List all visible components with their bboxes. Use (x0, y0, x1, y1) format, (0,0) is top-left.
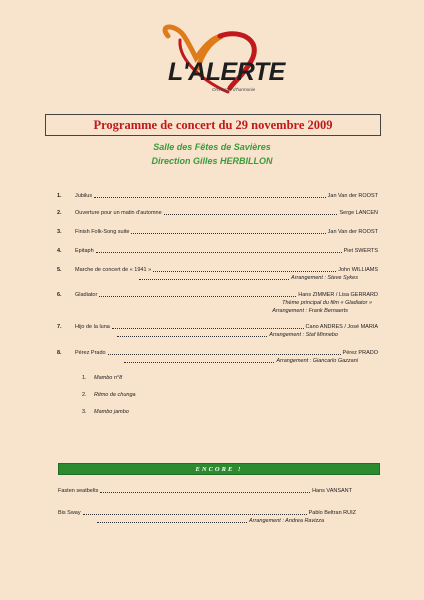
logo-subtitle: Orchestre d'harmonie (212, 87, 256, 92)
theme-line (60, 298, 378, 306)
item-title: Jubilus (75, 193, 93, 199)
program-item (57, 244, 378, 254)
dot-leader (83, 514, 307, 515)
item-composer: Pablo Beltran RUIZ (308, 510, 356, 516)
item-composer: Hans ZIMMER / Lisa GERRARD (298, 292, 378, 298)
sub-item (60, 398, 378, 415)
dot-leader (100, 492, 310, 493)
item-number: 4. (57, 248, 62, 254)
dot-leader (164, 214, 338, 215)
item-composer: Hans VANSANT (312, 488, 352, 494)
program-item (57, 225, 378, 235)
item-title: Finish Folk-Song suite (75, 229, 130, 235)
dot-leader (139, 279, 289, 280)
program-item (57, 206, 378, 216)
sub-item-number: 2. (82, 392, 87, 398)
arrangement-line (60, 330, 378, 338)
item-composer: Serge LANCEN (339, 210, 378, 216)
logo-text: L'ALERTE (168, 58, 285, 86)
item-composer: Piet SWERTS (343, 248, 378, 254)
item-title: Fasten seatbelts (58, 488, 99, 494)
sub-item-title: Mambo n°8 (94, 375, 123, 381)
arrangement-line (58, 516, 380, 524)
encore-banner (58, 463, 380, 475)
item-arrangement: Arrangement : Andrea Ravizza (249, 518, 324, 524)
item-arrangement: Arrangement : Steve Sykes (291, 275, 358, 281)
dot-leader (124, 362, 274, 363)
dot-leader (96, 252, 342, 253)
arrangement-line (60, 273, 378, 281)
item-number: 5. (57, 267, 62, 273)
venue: Salle des Fêtes de Savières (153, 142, 271, 152)
dot-leader (108, 354, 341, 355)
item-composer: Jan Van der ROOST (327, 229, 378, 235)
encore-item (58, 484, 380, 494)
item-title: Bis Sway (58, 510, 81, 516)
item-number: 2. (57, 210, 62, 216)
dot-leader (112, 328, 304, 329)
direction: Direction Gilles HERBILLON (151, 156, 273, 166)
program-list (57, 189, 378, 415)
item-composer: Cano ANDRES / José MARIA (305, 324, 378, 330)
logo (150, 22, 285, 104)
item-number: 6. (57, 292, 62, 298)
program-item (57, 263, 378, 273)
sub-item (60, 364, 378, 381)
item-title: Ouverture pour un matin d'automne (75, 210, 162, 216)
item-composer: John WILLIAMS (338, 267, 378, 273)
dot-leader (97, 522, 247, 523)
sub-item (60, 381, 378, 398)
item-composer: Pérez PRADO (342, 350, 378, 356)
item-title: Epitaph (75, 248, 94, 254)
sub-item-title: Ritmo de chunga (94, 392, 136, 398)
dot-leader (94, 197, 326, 198)
sub-item-number: 1. (82, 375, 87, 381)
concert-title: Programme de concert du 29 novembre 2009 (93, 117, 333, 132)
encore-list (58, 484, 380, 524)
encore-label: ENCORE ! (195, 465, 243, 473)
item-composer: Jan Van der ROOST (327, 193, 378, 199)
dot-leader (131, 233, 325, 234)
concert-title-box (45, 114, 381, 136)
sub-item-title: Mambo jambo (94, 409, 129, 415)
program-item (57, 189, 378, 199)
item-title: Hijo de la luna (75, 324, 110, 330)
arrangement-line (60, 356, 378, 364)
encore-item (58, 506, 380, 516)
item-number: 7. (57, 324, 62, 330)
item-number: 3. (57, 229, 62, 235)
arrangement-line (60, 306, 378, 314)
item-title: Gladiator (75, 292, 98, 298)
dot-leader (153, 271, 336, 272)
item-arrangement: Arrangement : Frank Bernaerts (272, 308, 348, 314)
dot-leader (99, 296, 296, 297)
item-arrangement: Arrangement : Giancarlo Gazzani (276, 358, 358, 364)
dot-leader (117, 336, 267, 337)
item-arrangement: Arrangement : Staf Minnebo (269, 332, 338, 338)
program-item (57, 320, 378, 330)
item-number: 1. (57, 193, 62, 199)
item-number: 8. (57, 350, 62, 356)
item-title: Marche de concert de « 1941 » (75, 267, 152, 273)
program-item (57, 346, 378, 356)
item-theme: Thème principal du film « Gladiator » (282, 300, 372, 306)
program-item (57, 288, 378, 298)
item-title: Pérez Prado (75, 350, 106, 356)
sub-item-number: 3. (82, 409, 87, 415)
